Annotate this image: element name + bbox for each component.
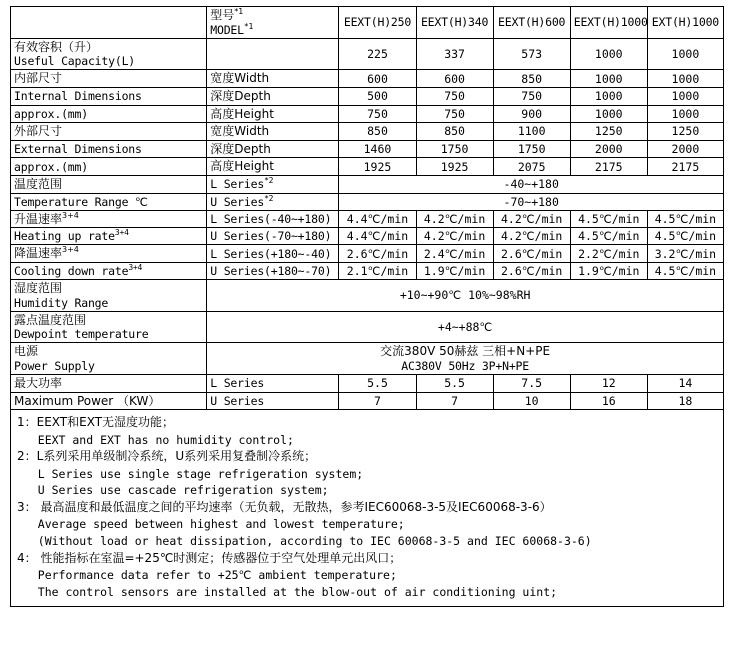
cell-value: 1000 xyxy=(570,70,647,88)
table-header-row xyxy=(11,7,724,39)
cell-value-merged: -40~+180 xyxy=(339,176,724,194)
power-line-en: AC380V 50Hz 3P+N+PE xyxy=(401,358,529,373)
cell-value: 4.2℃/min xyxy=(493,228,570,245)
cell-value: 2.6℃/min xyxy=(493,245,570,263)
cell-value: 600 xyxy=(416,70,493,88)
label-sup: 3+4 xyxy=(114,228,129,238)
label-cn: 有效容积（升） xyxy=(14,39,99,54)
label-sup: 3+4 xyxy=(128,263,143,273)
cell-value: 7.5 xyxy=(493,374,570,392)
row-label-dewpoint xyxy=(11,311,207,343)
row-label-temperature-range-en: Temperature Range ℃ xyxy=(11,193,207,210)
row-label-power-supply xyxy=(11,343,207,375)
table-row-external-dimensions-height xyxy=(11,158,724,176)
cell-value: 1000 xyxy=(647,70,723,88)
table-row-useful-capacity xyxy=(11,38,724,70)
label-sup: 3+4 xyxy=(62,245,79,255)
row-label-heating-rate-en: Heating up rate$^{3+4}$ xyxy=(11,228,207,245)
table-row-cooling-rate-u xyxy=(11,262,724,279)
footnote-line: 3： 最高温度和最低温度之间的平均速率（无负载，无散热，参考IEC60068-3-5及IEC60068-3-6） xyxy=(17,499,552,514)
row-sub-cooling-l: L Series(+180~-40) xyxy=(207,245,339,263)
cell-value: 2000 xyxy=(647,140,723,158)
footnote-line: (Without load or heat dissipation, according to IEC 60068-3-5 and IEC 60068-3-6) xyxy=(17,533,592,548)
row-label-cooling-rate-en: Cooling down rate$^{3+4}$ xyxy=(11,262,207,279)
row-sub-heating-l: L Series(-40~+180) xyxy=(207,210,339,228)
cell-value: 850 xyxy=(416,123,493,141)
row-sub-internal-height: 高度Height xyxy=(207,105,339,123)
table-row-power-supply xyxy=(11,343,724,375)
cell-value: 1250 xyxy=(647,123,723,141)
footnote-line: EEXT and EXT has no humidity control; xyxy=(17,432,294,447)
cell-value: 600 xyxy=(339,70,416,88)
footnote-line: Average speed between highest and lowest temperature; xyxy=(17,517,405,532)
table-row-heating-rate-u xyxy=(11,228,724,245)
table-row-heating-rate-l xyxy=(11,210,724,228)
cell-value: 1000 xyxy=(570,105,647,123)
label-en: Useful Capacity(L) xyxy=(14,54,136,69)
cell-value: 5.5 xyxy=(416,374,493,392)
cell-value: 850 xyxy=(493,70,570,88)
cell-value: 573 xyxy=(493,38,570,70)
cell-value: 10 xyxy=(493,392,570,410)
cell-value: 1925 xyxy=(339,158,416,176)
cell-value: 2.1℃/min xyxy=(339,262,416,279)
cell-value: 14 xyxy=(647,374,723,392)
cell-value: 4.2℃/min xyxy=(416,210,493,228)
cell-value: 4.2℃/min xyxy=(416,228,493,245)
cell-value: 1100 xyxy=(493,123,570,141)
row-sub-external-depth: 深度Depth xyxy=(207,140,339,158)
label-cn: 湿度范围 xyxy=(14,280,63,295)
cell-value: 1000 xyxy=(647,87,723,105)
model-label-cn: 型号$^{*1}$ xyxy=(210,7,244,22)
cell-value: 500 xyxy=(339,87,416,105)
cell-value: 7 xyxy=(339,392,416,410)
cell-value: 16 xyxy=(570,392,647,410)
table-row-cooling-rate-l xyxy=(11,245,724,263)
footnote-line: The control sensors are installed at the blow-out of air conditioning uint; xyxy=(17,584,558,599)
cell-value: 4.4℃/min xyxy=(339,210,416,228)
row-sub-temperature-u: U Series$^{*2}$ xyxy=(207,193,339,210)
cell-value: 1925 xyxy=(416,158,493,176)
footnotes-block xyxy=(10,410,724,607)
row-label-internal-dimensions-en: Internal Dimensions xyxy=(11,87,207,105)
cell-value: 4.5℃/min xyxy=(647,262,723,279)
cell-value: 1.9℃/min xyxy=(416,262,493,279)
cell-value: 4.5℃/min xyxy=(647,210,723,228)
label-en: Dewpoint temperature xyxy=(14,327,149,342)
label-en: Humidity Range xyxy=(14,295,109,310)
row-sub-external-height: 高度Height xyxy=(207,158,339,176)
cell-value: 337 xyxy=(416,38,493,70)
table-row-internal-dimensions-depth xyxy=(11,87,724,105)
cell-value: 1000 xyxy=(570,87,647,105)
header-model-cell xyxy=(207,7,339,39)
header-col-5: EXT(H)1000 xyxy=(647,7,723,39)
cell-value: 1000 xyxy=(647,38,723,70)
cell-value: 750 xyxy=(493,87,570,105)
table-row-temperature-range-u xyxy=(11,193,724,210)
row-label-internal-dimensions-approx: approx.(mm) xyxy=(11,105,207,123)
footnote-line: 2：L系列采用单级制冷系统，U系列采用复叠制冷系统； xyxy=(17,449,317,464)
header-blank-cell xyxy=(11,7,207,39)
label-sup: 3+4 xyxy=(62,210,79,220)
table-row-max-power-u xyxy=(11,392,724,410)
row-label-humidity-range xyxy=(11,279,207,311)
row-label-cooling-rate-cn: 降温速率$^{3+4}$ xyxy=(11,245,207,263)
cell-value: 2175 xyxy=(647,158,723,176)
header-col-2: EEXT(H)340 xyxy=(416,7,493,39)
row-sub-max-power-l: L Series xyxy=(207,374,339,392)
table-row-internal-dimensions-width xyxy=(11,70,724,88)
model-label-en-sup: *1 xyxy=(243,21,254,31)
cell-value: 2.6℃/min xyxy=(339,245,416,263)
cell-value: 2.4℃/min xyxy=(416,245,493,263)
cell-value: 750 xyxy=(416,87,493,105)
row-label-max-power-en: Maximum Power （KW） xyxy=(11,392,207,410)
row-sub-external-width: 宽度Width xyxy=(207,123,339,141)
footnote-line: 4： 性能指标在室温=+25℃时测定；传感器位于空气处理单元出风口； xyxy=(17,550,402,565)
row-sub-useful-capacity xyxy=(207,38,339,70)
footnote-line: Performance data refer to +25℃ ambient temperature; xyxy=(17,568,397,583)
row-sub-internal-depth: 深度Depth xyxy=(207,87,339,105)
row-label-external-dimensions-cn: 外部尺寸 xyxy=(11,123,207,141)
cell-value-merged-power xyxy=(207,343,724,375)
label-cn: 电源 xyxy=(14,344,39,359)
row-sub-heating-u: U Series(-70~+180) xyxy=(207,228,339,245)
cell-value: 1000 xyxy=(647,105,723,123)
footnote-line: U Series use cascade refrigeration system; xyxy=(17,483,329,498)
cell-value: 1250 xyxy=(570,123,647,141)
row-label-heating-rate-cn: 升温速率$^{3+4}$ xyxy=(11,210,207,228)
cell-value: 18 xyxy=(647,392,723,410)
power-line-cn: 交流380V 50赫兹 三相+N+PE xyxy=(380,344,551,359)
cell-value: 4.2℃/min xyxy=(493,210,570,228)
label-en: Power Supply xyxy=(14,358,95,373)
cell-value: 2.6℃/min xyxy=(493,262,570,279)
cell-value: 5.5 xyxy=(339,374,416,392)
cell-value-merged: +10~+90℃ 10%~98%RH xyxy=(207,279,724,311)
sub-sup: *2 xyxy=(264,193,274,203)
cell-value: 1460 xyxy=(339,140,416,158)
cell-value: 850 xyxy=(339,123,416,141)
cell-value: 3.2℃/min xyxy=(647,245,723,263)
cell-value-merged: +4~+88℃ xyxy=(207,311,724,343)
row-label-external-dimensions-en: External Dimensions xyxy=(11,140,207,158)
table-row-humidity-range xyxy=(11,279,724,311)
cell-value: 2000 xyxy=(570,140,647,158)
cell-value: 4.5℃/min xyxy=(647,228,723,245)
header-col-1: EEXT(H)250 xyxy=(339,7,416,39)
model-label-cn-sup: *1 xyxy=(234,7,244,16)
table-row-internal-dimensions-height xyxy=(11,105,724,123)
header-col-3: EEXT(H)600 xyxy=(493,7,570,39)
cell-value: 900 xyxy=(493,105,570,123)
row-sub-max-power-u: U Series xyxy=(207,392,339,410)
cell-value: 750 xyxy=(416,105,493,123)
row-sub-cooling-u: U Series(+180~-70) xyxy=(207,262,339,279)
row-sub-internal-width: 宽度Width xyxy=(207,70,339,88)
table-row-temperature-range-l xyxy=(11,176,724,194)
cell-value: 4.5℃/min xyxy=(570,210,647,228)
table-row-max-power-l xyxy=(11,374,724,392)
table-row-dewpoint xyxy=(11,311,724,343)
cell-value: 12 xyxy=(570,374,647,392)
table-row-external-dimensions-width xyxy=(11,123,724,141)
specifications-table xyxy=(10,6,724,410)
sub-sup: *2 xyxy=(264,176,274,186)
cell-value: 750 xyxy=(339,105,416,123)
cell-value: 2175 xyxy=(570,158,647,176)
row-label-internal-dimensions-cn: 内部尺寸 xyxy=(11,70,207,88)
cell-value: 4.4℃/min xyxy=(339,228,416,245)
model-label-en: MODEL$^{*1}$ xyxy=(210,21,254,37)
cell-value: 1750 xyxy=(493,140,570,158)
cell-value: 7 xyxy=(416,392,493,410)
cell-value: 2075 xyxy=(493,158,570,176)
footnote-line: L Series use single stage refrigeration system; xyxy=(17,466,364,481)
cell-value: 225 xyxy=(339,38,416,70)
cell-value: 1.9℃/min xyxy=(570,262,647,279)
cell-value-merged: -70~+180 xyxy=(339,193,724,210)
row-sub-temperature-l: L Series$^{*2}$ xyxy=(207,176,339,194)
row-label-max-power-cn: 最大功率 xyxy=(11,374,207,392)
cell-value: 4.5℃/min xyxy=(570,228,647,245)
cell-value: 1000 xyxy=(570,38,647,70)
row-label-external-dimensions-approx: approx.(mm) xyxy=(11,158,207,176)
label-cn: 露点温度范围 xyxy=(14,312,87,327)
footnote-line: 1：EEXT和EXT无湿度功能； xyxy=(17,415,175,430)
cell-value: 2.2℃/min xyxy=(570,245,647,263)
cell-value: 1750 xyxy=(416,140,493,158)
row-label-useful-capacity xyxy=(11,38,207,70)
row-label-temperature-range-cn: 温度范围 xyxy=(11,176,207,194)
header-col-4: EEXT(H)1000 xyxy=(570,7,647,39)
table-row-external-dimensions-depth xyxy=(11,140,724,158)
